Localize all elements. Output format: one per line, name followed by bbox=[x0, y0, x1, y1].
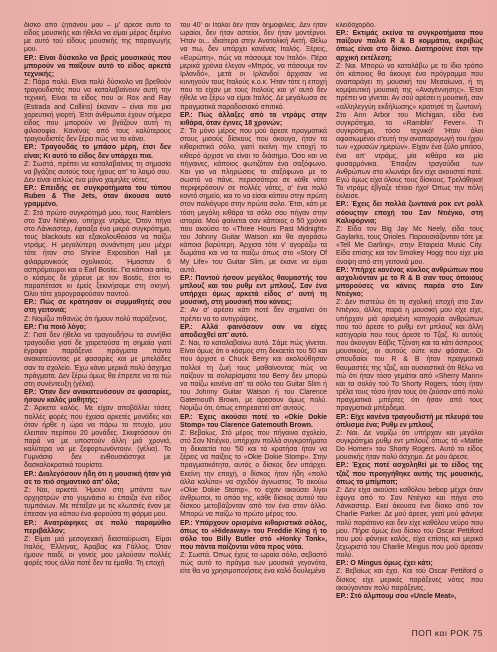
interview-answer: Ζ: Αν σ' αρέσει κάτι ποτέ δεν σημαίνει ότι πρέπει να το αντιγράψεις. bbox=[180, 307, 327, 323]
interview-question: ΕΡ.: Πώς άλλαξες από τα ντράμς στην κιθάρα, όταν έγινες 18 χρονών; bbox=[180, 111, 327, 127]
column-2 bbox=[180, 22, 327, 626]
interview-question: ΕΡ.: Ο Mingus όμως έχει κάτι; bbox=[336, 560, 433, 568]
page-footer bbox=[412, 628, 483, 638]
interview-answer: Ζ: Ναι. Δε νομίζω ότι υπήρχαν και μεγάλοι συγκρότημα ρυθμ εντ μπλουζ όπως τό «Mattie Do Homer» του Shorty Rogers. Αυτό το είδος μουσικής ήταν πολύ άσχημο. Δε μου άρεσε. bbox=[336, 429, 483, 462]
interview-answer: Ζ: Στό πρώτο συγκρότημά μου, τους Ramblers στο Σαν Ντιέγκο, υπήρχε ντράμς. Όταν πήγα στο Λάνκαστερ, έφτιαξα ένα μικρό συγκρότημα, τους blackouts και εξακολουθούσα να παίζω ντράμς. Η μεγαλύτερη συνάντηση μου μέχρι τότε ήταν στο Shrine Exposition Hall με φιλαρμονικούς σχολικούς. Ήμασταν 6 ασπρόμαυροι και ο Earl Bostic. Για κάποια αιτία, ο κόσμος δε χόρευε με τον Bostic, έτσι το παραπέτασε κι έμείς ξεκινήσαμε στη σκηνή. Όλοι τότε χορογραφούσαν παντού. bbox=[24, 209, 171, 299]
interview-answer: Ζ: Άρκετα καλός. Με είχαν αποβάλλει τόσες πολλές φορές που έχασα αρκετές μονάδες και όταν ήρθε η ώρα να πάρω το πτυχίο, μου έλειπαν περίπου 20 μονάδες. Σκεφτόσουν ότι παρά να με υποστούν άλλη μιά χρονιά, καλύτερα να με ξεφορτωνόντουν. (γέλια). Το Γυμνάσιο δεν ενθουσιάστηκε με δασκαλοκρατικό τουρίστα. bbox=[24, 405, 171, 470]
interview-question: ΕΡ.: Έχεις ποτέ ασχοληθεί με το είδος της τζάζ που προηγήθηκε αυτής της μουσικής, όπως το μπίμποπ; bbox=[336, 462, 483, 486]
column-3 bbox=[336, 22, 483, 626]
interview-answer: Ζ: Είδα τον Big Jay Mc Neely, είδα τους Gaylarks, τους Orioles. Παρουσιάζονταν τότε με «Tell Me Darling», στην Εταιρεία Music City. Είδα επίσης και τον Smokey Hogg που είχε μία άναψη από στη γειτονιά μου. bbox=[336, 225, 483, 266]
interview-question: ΕΡ.: Υπάρχουν ορισμένα κιθαριστικά σόλος, όπως το «Hideaway» του Freddie King ή το σόλο του Billy Butler στό «Honky Tonk», που πάντα παίζονται νότα προς νότα. bbox=[180, 519, 327, 551]
interview-question: ΕΡ.: Υπήρχε κανένας κύκλος ανθρώπων που ασχολιόνταν με το R & B σαν τους όποιους μπορούσες να κάνεις παρέα στο Σαν Ντιέγκο; bbox=[336, 266, 483, 299]
interview-answer: Ζ: Δεν είχα ακούσει καθόλου bebop μέχρι όταν έφυγα από το Σαν Ντιέγκο και πήγα στο Λάνκαστερ. Εκεί άκουσα ένα δίσκο από τον Charlie Parker. Δε μού άρεσε, γιατί μού φάνηκε πολύ παράτονο και δεν είχε καθόλου νεύρο που μου. Πήρα όμως ένα δίσκο του Oscar Pettiford που μού φάνηκε καλός, είχα επίσης και μερικά ξεχωριστά του Charlie Mingus που μού άρεσαν πολύ. bbox=[336, 486, 483, 560]
interview-answer: Ζ: Ναι. Μπορώ να καταλάβω με το ίδιο τρόπο ότι κάποιος θα άκουγε ένα πρόγραμμα που αναπαράγει τη μουσική του Μεσαίωνα, ή τη κομψευτική μουσική της «Αναγέννησης». Έτσι πρέπει να γίνεται. Αν σού αρέσει η μουσική, σαν «αλληλεγγύη εκδήλωσης» κρατησέ τη ζωντανή. Στο Ann Arbor του Michigan, είδα ένα συγκρότημα, τα «Ramblin' Fever». Τι συγκρότημα, τόσο τεχνικό! Ήταν όλοι αφοσιωμένοι σ'ευτή την αναπαραγωγή του ήχου των «χρυσών ημερών». Είχαν ένα ξύλο μπάσο, ένα απ' ντράμς, μία κιθάρα και μία φυσαρμόνικα. Έπαιξαν τραγούδια των Ανθρώπων στο κλωνάρι δεν είχε ακουστεί ποτέ. Εγώ όμως είχα όλους τους δίσκους. Τρελάθηκα! Το ντράμς έβγαζε τέτοιο ήχο! Όπως την πόλη έκλεισε. bbox=[336, 62, 483, 201]
interview-answer: Ζ: Σωστά. Όπως έχεις τα ωραία σόλο, σεβαστό πώς αυτό το πράγμα των μουσικά γεγονότα, είτε θα να χρησιμοποιήσεις ένα καλό δουλεμένο bbox=[180, 552, 327, 576]
interview-answer: Ζ: Βεβαίως και έχει. Και τού Oscar Pettiford ο δίσκος είχε μερικές παράξενες νότες που ακούγονταν πολύ παράξενες. bbox=[336, 568, 483, 592]
interview-answer: Ζ: Γιατί δεν ήθελα να τραγουδήσω τα συνήθια τραγούδια γιατί δε χαιρετούσα τη σημαία γιατί έγραφα παράξενα πράγματα πάντα ανακατεύοντας με φασαρίες και με μπελάδες σαν το σχολείο. Έχω κάνει μερικά πολύ άσχημα πράγματα. Δεν ξέρω όμως θα έπρεπε να τα πώ στη συνέντευξη (γέλια). bbox=[24, 331, 171, 388]
interview-question: ΕΡ.: Ανατράφηκες σε πολύ παραμύθιο περιβάλλον; bbox=[24, 519, 171, 535]
column-1 bbox=[24, 22, 171, 626]
interview-answer: Ζ: Το μόνο μέρος που μού άρεσε πραγματικά στους μισούς δίσκους που άκουγα, ήταν τα κιθαριστικά σόλο, γιατί εκείνη την εποχή το κιθαρό άρχισε να είναι το διάσημο. Όσο και να πήγαινες, κάποιος φωτιζόταν ένα σαξόφωνο. Και για να πληρώσεις το σαξόφωνο με το σωστό να πάνε, περισσότερα σε κάθε νότα περιφερόσουν σε πολλές νότες, σ' ένα πολύ κοντό σημείο, και το να είσαι κάπου στην πρώτη στον παλιόγυρο στην πρώτα σολο. Έτσι, κάτι με τόση μεγάλη κιθάρα τα σόλο σου πήγαν στην ιστορία. Μού φαίνεται σαν κάποιος ο 50 χρόνια που ακούσα το «Three Hours Past Midnight» του Johnny Guitar Watson και θα αγοράσω κάποια βαρύτερη. Άρχισα τότε ν' αγοράζω τα δωμάτια και να τα παίζω όπως στο «Story Of My Life» του Guitar Slim, με έκανε να είμαι αυτό. bbox=[180, 128, 327, 274]
interview-answer: του 40' οι Ιταλοί δεν ήταν δημοφιλείς. Δεν ήταν ωραίοι, δεν ήταν αστείοι, δεν ήταν μοντέρνοι. Ήταν οι... ιδιαίτερα στην Ανατολική Ακτή. Θέλω να πω, δεν υπάρχει κανένας Ιταλός. Ξέρεις, «Ευρώπη», πώς να πάσουμε τον Ιταλό». Πέρα μερικά χρόνια έλεγαν «Μπρός, να πάσουμε τον Ιρλανδό», μετά οι Ιρλανδοί άρχισαν να κυνηγούν τους Ιταλούς κ.ο.κ. Ήταν τότε η εποχή που τα είχαν με τους Ιταλούς και γι' αυτό δεν ήθελε να ξέρω να είμαι Ιταλός. Δε μεγάλωσα σε πραγματικά παραδοσιακό σπιτικό. bbox=[180, 22, 327, 111]
interview-answer: Ζ: Είμαι μιά μεσογειακή διασταύρωση. Είμαι Ιταλός, Έλληνας, Άραβας και Γάλλος. Όταν ήμουν παιδί, οι γονείς μου μιλούσαν πολλές φορές τους άλλα ποτέ δεν τα έμαθα. Τη εποχή bbox=[24, 535, 171, 568]
interview-answer: Ζ: Νομίζω πιθανώς ότι ήμουν πολύ παράξενος. bbox=[24, 315, 168, 323]
interview-answer: δίσκο από ζητιάνου μου – μ' άρεσε αυτό το είδος μουσικής και ήθελα να είμαι μέρος δεμένο με αυτό τού είδους μουσικής της παραγωγής μου. bbox=[24, 22, 171, 54]
interview-answer: κλειδόχορδο. bbox=[336, 22, 376, 29]
interview-question: ΕΡ.: Είναι δύσκολο να βρείς μουσικούς που μπορούν να παίξουν αυτό το είδος αρκετά τεχνικής; bbox=[24, 54, 171, 78]
magazine-name: ΠΟΠ και ΡΟΚ bbox=[411, 628, 470, 638]
interview-question: ΕΡ.: Επειδής σε συγκροτήματα του τύπου Ruben & The Jets, όταν άκουσα αυτό γραμμένο. bbox=[24, 185, 171, 209]
interview-question: ΕΡ.: Για ποιό λόγο; bbox=[24, 323, 87, 331]
interview-question: ΕΡ.: Παντού ήσουν μεγάλος θαυμαστής του μπλουζ και του ρυθμ εντ μπλουζ. Σαν ένα υπήρχει όμως αρκετά είδος σ' αυτή τη μουσική, στη μουσική που κάνεις; bbox=[180, 274, 327, 307]
interview-answer: Ζ: Βεβαίως. Στό μέρος που πήγαινα σχολείο, στό Σαν Ντιέγκο, υπήρχαν πολλά συγκροτήματα τη δεκαετία του '50 και τό κρατήσα ήταν να ξέρεις να παίξεις το «Okie Dokie Stomp». Στην πραγματικότητα, αυτός ο δίσκος δεν υπάρχει. Εκείνη την εποχή, ο δίσκος ήταν ήδη «πολύ άλλα καλύτα» να σχεδόν άγνωστος. Το ακούω «Okie Dokie Stomp», το είχαν ακούσει λίγοι άνθρωποι, το οπάο της, κάθε δίσκος αυτού του δίσκου μετοβάζονταν από τον ένα στον άλλο. Μπορώ να παίζω το πρώτο μέρος του. bbox=[180, 429, 327, 519]
interview-answer: Ζ: Ναι, το καταλαβαίνω αυτό. Σάμε πώς γίνεται. Είναι όμως ότι ο κόσμος στη δεκαετία του 50 και που άρχισε ο Chuck Berry και ακολούθησαν πολλοί τη ζωή τους μαθαίνοντας πώς να παίζουν τα σολαρίσματα του Berry δεν μπορώ να παίζω κανένα απ' τα σόλο του Guitar Slim ή του Johnny Guitar Watson ή του Clarence Gatemouth Brown, με άρεσουν όμως πολύ. Νομίζω ότι, όπως επηρεαστεί απ' αυτούς. bbox=[180, 340, 327, 413]
interview-question: ΕΡ.: Τραγουδάς το μπάσο μέρη, έτσι δεν είναι; Κι αυτό το είδος δεν υπάρχει πια. bbox=[24, 144, 171, 160]
interview-question: ΕΡ.: Έχεις δει πολλά ζωντανά ροκ εντ ρολλ σόουςτην εποχή του Σαν Ντιέγκο, στη Καλιφόρνια; bbox=[336, 201, 483, 225]
interview-answer: Ζ: Ναι, αρκετά. Ήμουν στη μπάντα των ορχηστρών στο γυμνάσιο κι έπαιζα ένα είδος τυμπάνων. Με πέταξαν με τις κλωτσιές έναν με έπεσαν για κάπου ένα φορούσα τη φόρμα μου. bbox=[24, 486, 171, 519]
interview-answer: Ζ: Δεν πιστεύω ότι τη σχολική εποχή στο Σαν Ντιέγκο, άλλος παρά η μουσική μου είχε είχε, υπήρχαν μιά ορισμένη κατηγορία ανθρώπων που τού άρεσε το ρυθμ εντ μπλουζ και άλλη κατηγορία που τους άρεσε το Τζαζ. Κι αυτούς που άκουγαν Εάβις Τζένση και τα κάτι άσπρους μουσικούς, οι αυτούς ούτε καν φάσανε. Οι σπουδαίοι του R & B ήταν πραγματικά θαυμαστές της τζαζ, και ουσιαστικά ότι θέλω να πώ ότι ήταν τόσο γεμάτοι από «Sherry Mann» και τα σολόγ τού Το Shorty Rogers, τόση ήταν τρέλα τους τόσο ήταν τους ότι ζούσαν από πολύ πραγματικά μπέρτες ότι ήσαν από τους πραγματικά μπέρδεμα. bbox=[336, 299, 483, 413]
interview-question: ΕΡ.: Αλλά φαινόσουν σαν να είχες αποδειχθεί απ' αυτό. bbox=[180, 323, 327, 339]
interview-question: ΕΡ.: Πώς σε κράτησαν οι συμμαθητές σου στη γειτονιά; bbox=[24, 299, 171, 315]
interview-question: ΕΡ.: Διαλεγόσουν ήδη ότι η μουσική ήταν γιά σε το πιό σημαντικό απ' όλα; bbox=[24, 470, 171, 486]
interview-question: ΕΡ.: Είχε κανένα τραγουδιστή με πλευρά του όπλισμα ένα; Ρυθμ εν μπλουζ bbox=[336, 413, 483, 429]
interview-question: ΕΡ.: Έχεις ακούσει ποτέ το «Okie Dokie Stomp» του Clarence Gatemouth Brown. bbox=[180, 413, 327, 429]
interview-answer: Ζ: Πάρα πολύ. Είναι πολύ δύσκολο να βρεθούν τραγουδιστές που να καταλαβαίνουν αυτή την τεχνική. Είναι το είδος που οι Rox and Ray (Estrada and Collins) έκαναν – είναι πιο μια χορευτική γιορτή. Έτσι άνθρωποι έχουν σήμερα είδος που μπορούν να βγάζουν αυτή τη φιλοσοφία. Κανένας από τους καλύτερους τραγουδιστές δεν ξέρει πώς να το κάνει. bbox=[24, 79, 171, 144]
interview-question: ΕΡ.: Στό άλμπουμ σου «Uncle Meat», bbox=[336, 592, 457, 600]
interview-question: ΕΡ.: Όταν δεν ανακατευόσουν σε φασαρίες, ήσουν καλός μαθητής; bbox=[24, 389, 171, 405]
page-number: 75 bbox=[472, 628, 483, 638]
article-columns bbox=[24, 22, 483, 626]
interview-question: ΕΡ.: Εκτιμάς εκείνα τα συγκροτήματα που παίζουν παλιά R & B κομμάτια, ακριβώς όπως είναι στο δίσκο. Διατηρούνε έτσι την αρχική εκτέλεση; bbox=[336, 30, 483, 62]
interview-answer: Ζ: Σωστά, πρέπει να καταλαβαίνεις τη σημασία να βγάζεις αυτούς τους ήχους απ' το λαιμό σου. Δεν είναι απλώς ένα μόνο χαμηλές νότες. bbox=[24, 160, 171, 184]
